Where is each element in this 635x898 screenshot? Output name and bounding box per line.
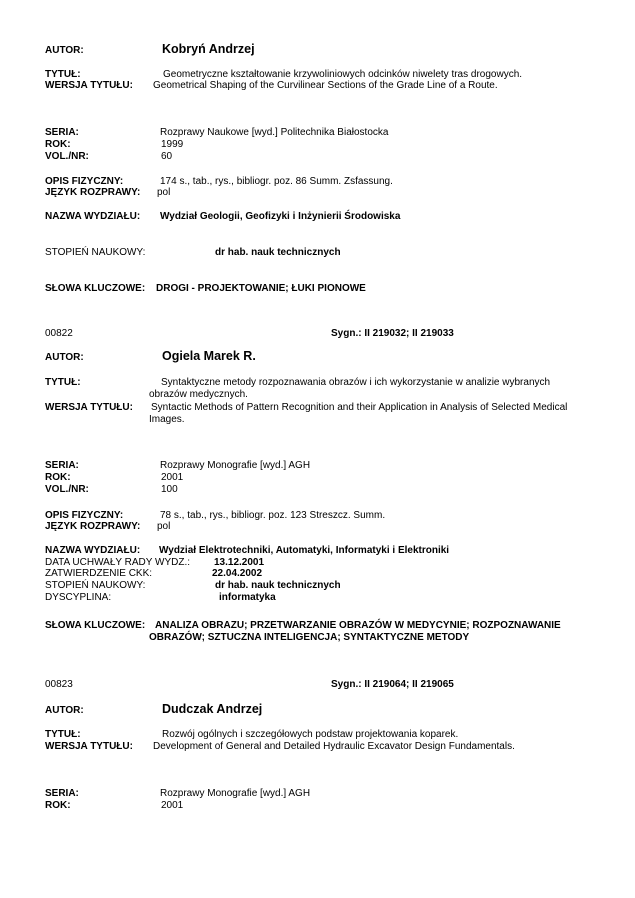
version-title-label: WERSJA TYTUŁU: xyxy=(45,741,133,752)
version-title-label: WERSJA TYTUŁU: xyxy=(45,402,133,413)
keywords-label: SŁOWA KLUCZOWE: xyxy=(45,283,146,294)
volume-label: VOL./NR: xyxy=(45,151,89,162)
volume-value: 100 xyxy=(161,484,178,495)
language-label: JĘZYK ROZPRAWY: xyxy=(45,521,141,532)
series-label: SERIA: xyxy=(45,460,79,471)
version-title-label: WERSJA TYTUŁU: xyxy=(45,80,133,91)
title-value: Geometryczne kształtowanie krzywoliniowych odcinków niwelety tras drogowych. xyxy=(163,69,523,80)
version-title-value: Development of General and Detailed Hydraulic Excavator Design Fundamentals. xyxy=(153,741,515,752)
degree-value: dr hab. nauk technicznych xyxy=(215,580,341,591)
degree-value: dr hab. nauk technicznych xyxy=(215,247,341,258)
record-number: 00822 xyxy=(45,328,73,339)
record-number: 00823 xyxy=(45,679,73,690)
year-value: 2001 xyxy=(161,800,184,811)
author-label: AUTOR: xyxy=(45,45,84,56)
degree-label: STOPIEŃ NAUKOWY: xyxy=(45,580,146,591)
faculty-value: Wydział Geologii, Geofizyki i Inżynierii Środowiska xyxy=(160,211,401,222)
author-name: Dudczak Andrzej xyxy=(162,702,263,716)
series-value: Rozprawy Naukowe [wyd.] Politechnika Białostocka xyxy=(160,127,389,138)
title-value-line-1: Syntaktyczne metody rozpoznawania obrazów i ich wykorzystanie w analizie wybranych xyxy=(161,377,551,388)
title-label: TYTUŁ: xyxy=(45,729,81,740)
title-label: TYTUŁ: xyxy=(45,377,81,388)
resolution-date-label: DATA UCHWAŁY RADY WYDZ.: xyxy=(45,557,191,568)
approval-label: ZATWIERDZENIE CKK: xyxy=(45,568,153,579)
degree-label: STOPIEŃ NAUKOWY: xyxy=(45,247,146,258)
physical-value: 174 s., tab., rys., bibliogr. poz. 86 Summ. Zsfassung. xyxy=(160,176,393,187)
series-label: SERIA: xyxy=(45,788,79,799)
language-value: pol xyxy=(157,521,171,532)
version-title-value-line-2: Images. xyxy=(149,414,185,425)
language-label: JĘZYK ROZPRAWY: xyxy=(45,187,141,198)
title-value-line-2: obrazów medycznych. xyxy=(149,389,248,400)
physical-label: OPIS FIZYCZNY: xyxy=(45,510,124,521)
title-value: Rozwój ogólnych i szczegółowych podstaw projektowania koparek. xyxy=(162,729,459,740)
author-name: Kobryń Andrzej xyxy=(162,42,255,56)
faculty-label: NAZWA WYDZIAŁU: xyxy=(45,545,141,556)
year-value: 1999 xyxy=(161,139,184,150)
faculty-label: NAZWA WYDZIAŁU: xyxy=(45,211,141,222)
year-label: ROK: xyxy=(45,139,71,150)
physical-label: OPIS FIZYCZNY: xyxy=(45,176,124,187)
volume-value: 60 xyxy=(161,151,173,162)
year-label: ROK: xyxy=(45,800,71,811)
year-label: ROK: xyxy=(45,472,71,483)
title-label: TYTUŁ: xyxy=(45,69,81,80)
language-value: pol xyxy=(157,187,171,198)
keywords-label: SŁOWA KLUCZOWE: xyxy=(45,620,146,631)
resolution-date-value: 13.12.2001 xyxy=(214,557,265,568)
author-name: Ogiela Marek R. xyxy=(162,349,256,363)
volume-label: VOL./NR: xyxy=(45,484,89,495)
year-value: 2001 xyxy=(161,472,184,483)
faculty-value: Wydział Elektrotechniki, Automatyki, Informatyki i Elektroniki xyxy=(159,545,450,556)
author-label: AUTOR: xyxy=(45,705,84,716)
series-value: Rozprawy Monografie [wyd.] AGH xyxy=(160,788,311,799)
keywords-value-line-2: OBRAZÓW; SZTUCZNA INTELIGENCJA; SYNTAKTYCZNE METODY xyxy=(149,632,470,643)
discipline-value: informatyka xyxy=(219,592,276,603)
series-value: Rozprawy Monografie [wyd.] AGH xyxy=(160,460,311,471)
series-label: SERIA: xyxy=(45,127,79,138)
author-label: AUTOR: xyxy=(45,352,84,363)
version-title-value: Geometrical Shaping of the Curvilinear Sections of the Grade Line of a Route. xyxy=(153,80,498,91)
version-title-value-line-1: Syntactic Methods of Pattern Recognition and their Application in Analysis of Selected Medical xyxy=(151,402,568,413)
discipline-label: DYSCYPLINA: xyxy=(45,592,112,603)
keywords-value: DROGI - PROJEKTOWANIE; ŁUKI PIONOWE xyxy=(156,283,366,294)
physical-value: 78 s., tab., rys., bibliogr. poz. 123 Streszcz. Summ. xyxy=(160,510,386,521)
keywords-value-line-1: ANALIZA OBRAZU; PRZETWARZANIE OBRAZÓW W MEDYCYNIE; ROZPOZNAWANIE xyxy=(155,620,561,631)
signature: Sygn.: II 219064; II 219065 xyxy=(331,679,454,690)
signature: Sygn.: II 219032; II 219033 xyxy=(331,328,454,339)
approval-date-value: 22.04.2002 xyxy=(212,568,263,579)
